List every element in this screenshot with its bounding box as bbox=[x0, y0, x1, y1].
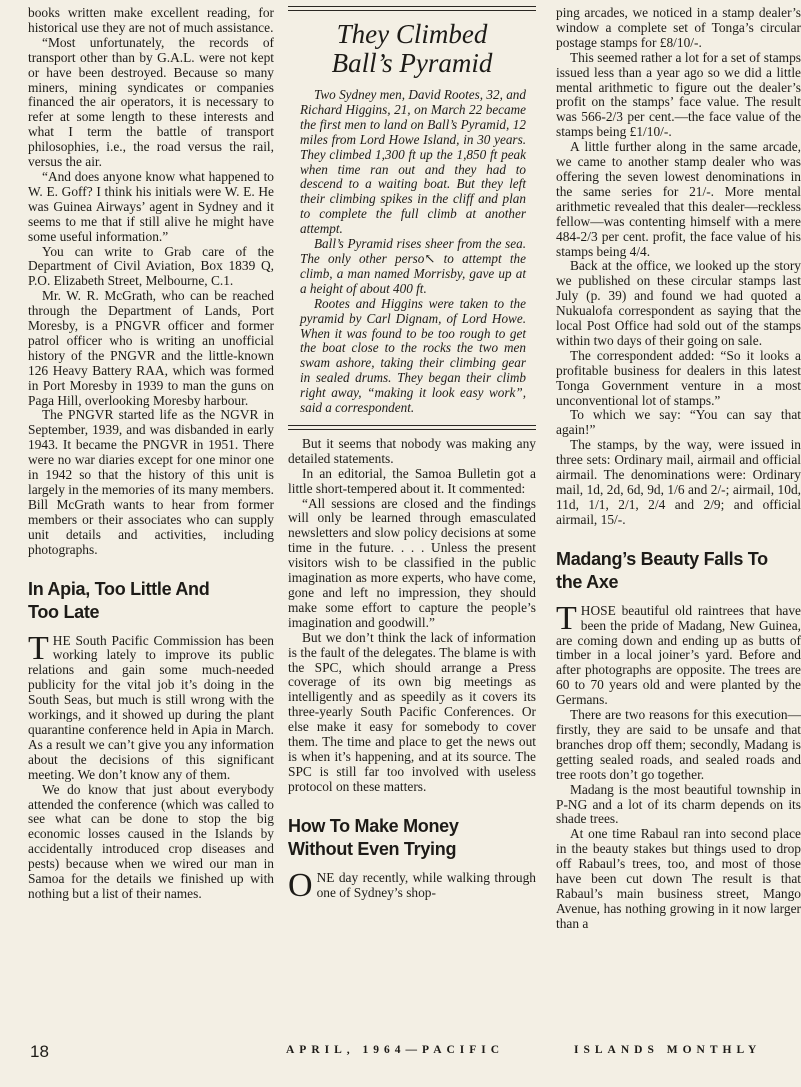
box-top-rule bbox=[288, 6, 536, 7]
article-headline-apia: In Apia, Too Little And Too Late bbox=[28, 578, 210, 622]
column-middle bbox=[288, 6, 536, 904]
paragraph: The correspondent added: “So it looks a profitable business for dealers in this latest Tonga Government venture in a most unconventional lot of stamps.” bbox=[556, 347, 801, 408]
paragraph: But we don’t think the lack of information is the fault of the delegates. The blame is with the SPC, which should arrange a Press coverage of its own big meetings as intelligently and as speedily as it covers its three-yearly South Pacific Conferences. Or else make it easy for somebody to cover them. The time and place to get the news out is when it’s happening, and at its source. The SPC is still far too involved with useless protocol on these matters. bbox=[288, 629, 536, 794]
paragraph-text: HOSE beautiful old raintrees that have been the pride of Madang, New Guinea, are coming down and ending up as butts of timber in a local joiner’s yard. Before and after photographs are opposite. The trees are 60 to 70 years old and were planted by the Germans. bbox=[556, 602, 801, 708]
column-right bbox=[556, 6, 801, 932]
paragraph-text: HE South Pacific Commission has been working lately to improve its public relations and gain some much-needed publicity for the vital job it’s doing in the South Seas, but much is still wrong with the workings, and it showed up during the plant quarantine conference held in Apia in March. As a result we can’t give you any information about the decisions of this significant meeting. We don’t know any of them. bbox=[28, 632, 274, 782]
paragraph-dropcap bbox=[556, 599, 801, 708]
paragraph: But it seems that nobody was making any detailed statements. bbox=[288, 435, 536, 466]
paragraph-dropcap bbox=[28, 629, 274, 783]
paragraph: “And does anyone know what happened to W. E. Goff? I think his initials were W. E. He was Guinea Airways’ agent in Sydney and it seems to me that if still alive he might have some useful information.” bbox=[28, 168, 274, 244]
paragraph: The stamps, by the way, were issued in three sets: Ordinary mail, airmail and official airmail. The denominations were: Ordinary mail, 1d, 2d, 6d, 9d, 1/6 and 2/-; airmail, 10d, 11d, 1/1, 2/1, 2/4 and 2/9; and official airmail, 15/-. bbox=[556, 437, 801, 527]
article-headline-money: How To Make Money Without Even Trying bbox=[288, 815, 459, 859]
paragraph: Madang is the most beautiful township in P-NG and a lot of its charm depends on its shade trees. bbox=[556, 781, 801, 827]
article-headline-madang: Madang’s Beauty Falls To the Axe bbox=[556, 548, 768, 592]
paragraph: “All sessions are closed and the findings will only be learned through emasculated newsletters and slow policy decisions at some time in the future. . . . Unless the present visitors wish to be classified in the public imagination as more experts, who have come, gone and left no impression, they should make some effort to capture the people’s imagination and goodwill.” bbox=[288, 495, 536, 630]
page-footer bbox=[0, 1042, 801, 1072]
box-bottom-rule bbox=[288, 425, 536, 426]
paragraph: There are two reasons for this execution—firstly, they are said to be unsafe and that branches drop off them; secondly, Madang is getting sealed roads, and sealed roads and tree roots don’t go together. bbox=[556, 707, 801, 782]
box-bottom-rule-2 bbox=[288, 429, 536, 430]
drop-cap: O bbox=[288, 866, 313, 904]
paragraph: In an editorial, the Samoa Bulletin got a little short-tempered about it. It commented: bbox=[288, 465, 536, 496]
drop-cap: T bbox=[556, 599, 577, 637]
box-paragraph: Two Sydney men, David Rootes, 32, and Richard Higgins, 21, on March 22 became the first men to land on Ball’s Pyramid, 12 miles from Lord Howe Island, in 30 years. They climbed 1,300 ft up the 1,850 ft peak when time ran out and they had to descend to a waiting boat. But they left their climbing spikes in the cliff and plan to complete the full climb at another attempt. bbox=[300, 87, 526, 237]
paragraph: You can write to Grab care of the Department of Civil Aviation, Box 1839 Q, P.O. Elizabeth Street, Melbourne, C.1. bbox=[28, 243, 274, 289]
paragraph: Mr. W. R. McGrath, who can be reached through the Department of Lands, Port Moresby, is a PNGVR officer and former patrol officer who is writing an unofficial history of the PNGVR and the little-known 126 Heavy Battery RAA, which was formed in Port Moresby in 1939 to man the guns on Paga Hill, overlooking Moresby harbour. bbox=[28, 288, 274, 408]
paragraph: We do know that just about everybody attended the conference (which was called to see what can be done to stop the big economic losses caused in the Islands by accidentally introduced crop diseases and pests) because when we wired our man in Samoa for the details we finished up with nothing but a list of their names. bbox=[28, 781, 274, 901]
column-left bbox=[28, 6, 274, 902]
paragraph-text: NE day recently, while walking through one of Sydney’s shop- bbox=[316, 869, 536, 900]
paragraph: To which we say: “You can say that again!” bbox=[556, 407, 801, 438]
footer-publication: ISLANDS MONTHLY bbox=[574, 1044, 762, 1056]
box-paragraph: Rootes and Higgins were taken to the pyramid by Carl Dignam, of Lord Howe. When it was found to be too rough to get the boat close to the rocks the two men swam ashore, taking their climbing gear in sealed drums. They began their climb right away, “making it look easy work”, said a correspondent. bbox=[300, 295, 526, 416]
box-body bbox=[288, 88, 536, 416]
paragraph-dropcap bbox=[288, 866, 536, 904]
paragraph: A little further along in the same arcade, we came to another stamp dealer who was offering the seven lowest denominations in the same series for 21/-. More mental arithmetic revealed that this dealer—reckless fellow—was contenting himself with a mere 484-2/3 per cent. profit, the face value of his stamps being 4/4. bbox=[556, 139, 801, 259]
paragraph: ping arcades, we noticed in a stamp dealer’s window a complete set of Tonga’s circular postage stamps for £8/10/-. bbox=[556, 5, 801, 50]
paragraph: At one time Rabaul ran into second place in the beauty stakes but things used to drop off Rabaul’s trees, too, and most of those have been cut down The result is that Rabaul’s main business street, Mango Avenue, has nothing growing in it now larger than a bbox=[556, 826, 801, 931]
paragraph: “Most unfortunately, the records of transport other than by G.A.L. were not kept or have been destroyed. Because so many miners, mining syndicates or companies financed the air operators, it is necessary to refer at some length to these interests and what I term the battle of transport philosophies, i.e., the road versus the rail, versus the air. bbox=[28, 34, 274, 170]
box-top-rule-2 bbox=[288, 10, 536, 11]
paragraph: This seemed rather a lot for a set of stamps issued less than a year ago so we did a little mental arithmetic to figure out the dealer’s profit on the stamps’ face value. The result was 566-2/3 per cent.—the face value of the stamps being £1/10/-. bbox=[556, 49, 801, 140]
page-number: 18 bbox=[30, 1042, 49, 1061]
box-paragraph: Ball’s Pyramid rises sheer from the sea. The only other perso↖ to attempt the climb, a man named Morrisby, gave up at a height of about 400 ft. bbox=[300, 236, 526, 296]
paragraph: The PNGVR started life as the NGVR in September, 1939, and was disbanded in early 1943. It became the PNGVR in 1951. There were no war diaries except for one minor one in 1942 so that the history of this unit is largely in the memories of its many members. Bill McGrath wants to hear from former members or their associates who can supply unit details and activities, including photographs. bbox=[28, 407, 274, 557]
paragraph: books written make excellent reading, for historical use they are not of much assistance. bbox=[28, 5, 274, 35]
drop-cap: T bbox=[28, 629, 49, 667]
footer-issue-date: APRIL, 1964—PACIFIC bbox=[286, 1044, 505, 1056]
box-title: They Climbed Ball’s Pyramid bbox=[331, 19, 493, 78]
paragraph: Back at the office, we looked up the story we published on these circular stamps last July (p. 39) and found we had quoted a Nukualofa correspondent as saying that the local Post Office had sold out of the stamps within two days of their going on sale. bbox=[556, 258, 801, 348]
